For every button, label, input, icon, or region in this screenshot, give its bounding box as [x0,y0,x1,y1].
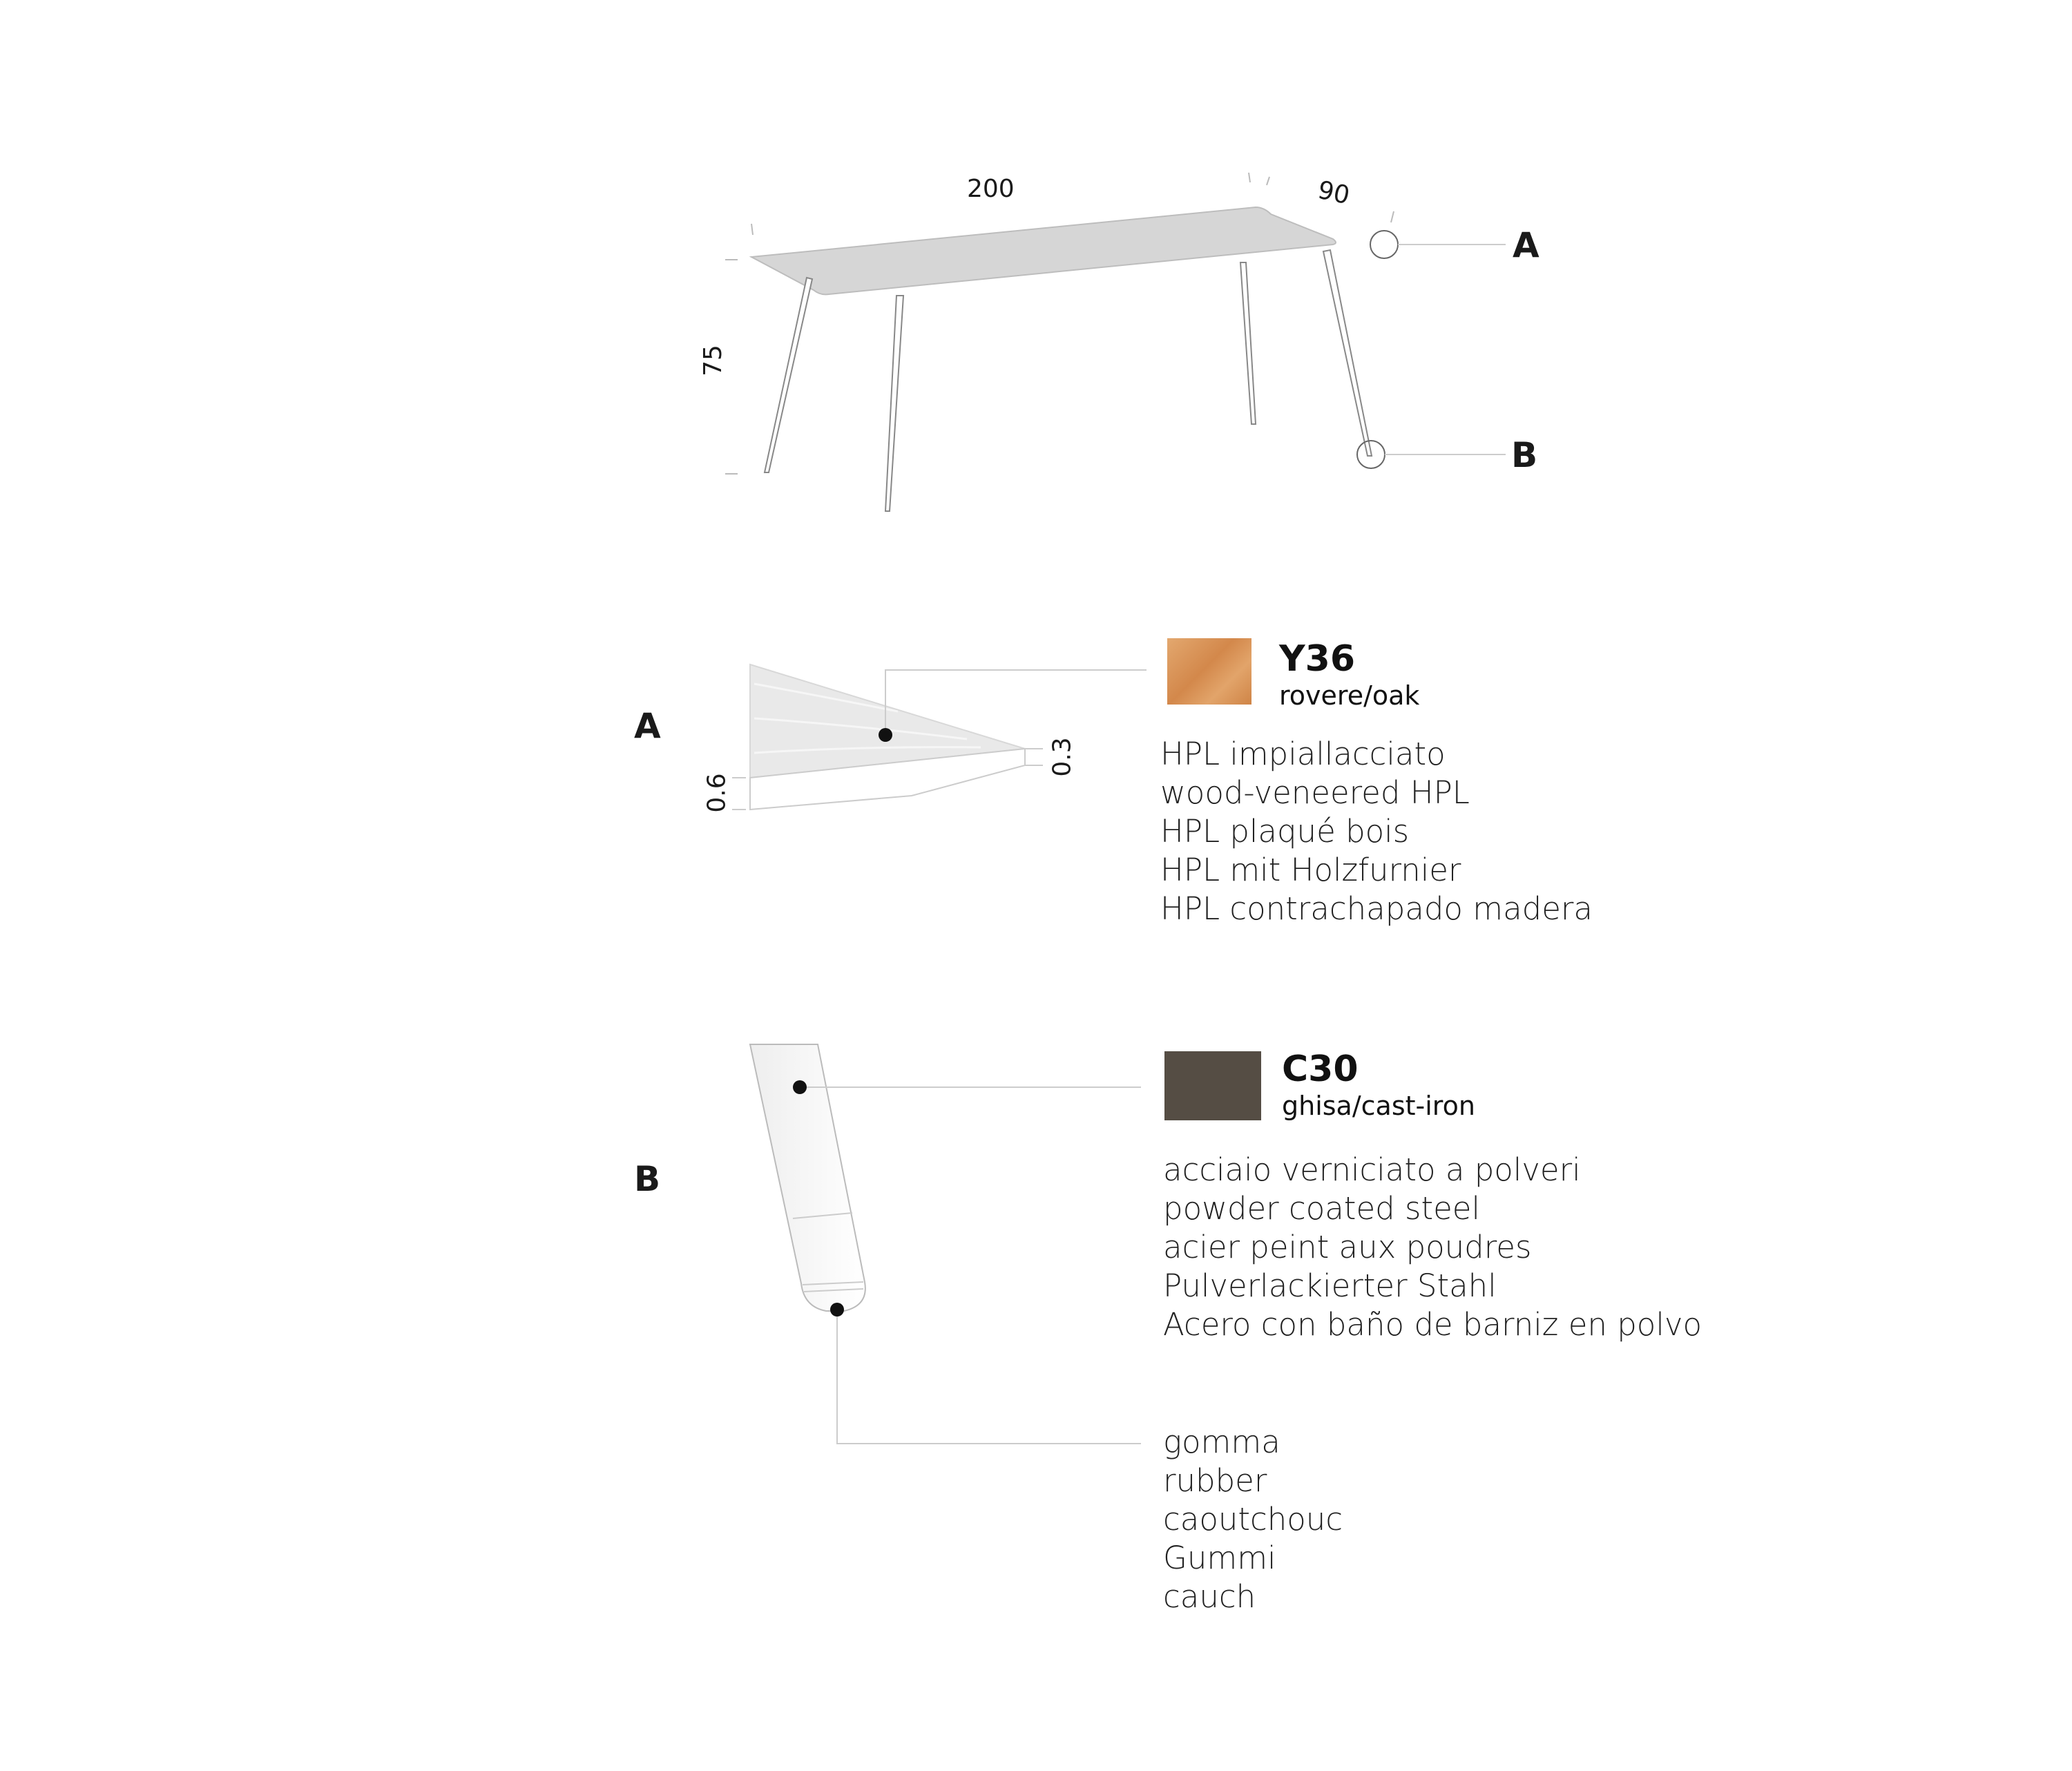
leg-foot-leader [837,1310,1141,1444]
finish-code: Y36 [1279,638,1356,680]
thickness-top: 0.3 [1048,737,1077,777]
dimension-depth: 90 [1315,175,1352,211]
material-item: Gummi [1163,1540,1276,1576]
finish-materials-list [1163,1151,1702,1344]
finish-code: C30 [1282,1049,1359,1090]
dimension-height: 75 [698,345,727,376]
dimension-ticks [725,173,1394,474]
table-leg [1323,250,1372,456]
finish-swatch-y36 [1167,638,1251,705]
material-item: caoutchouc [1163,1501,1343,1538]
material-item: rubber [1163,1462,1267,1499]
detail-b-label: B [634,1159,661,1199]
material-item: wood-veneered HPL [1160,774,1470,811]
table-leg [885,296,903,511]
thickness-bottom: 0.6 [702,773,731,813]
table-leg [1240,262,1256,424]
material-item: Acero con baño de barniz en polvo [1163,1306,1702,1343]
finish-swatch-c30 [1164,1051,1261,1120]
detail-a-label: A [634,706,661,746]
leg-body-dot [793,1080,807,1094]
finish-name: rovere/oak [1279,680,1420,711]
material-item: HPL mit Holzfurnier [1160,852,1461,888]
material-item: HPL contrachapado madera [1160,890,1593,927]
foot-materials-list [1163,1423,1343,1616]
leg-foot-dot [830,1303,844,1317]
material-item: cauch [1163,1578,1256,1615]
table-overview [725,173,1506,511]
material-item: acciaio verniciato a polveri [1163,1151,1581,1188]
detail-b-leg [750,1044,1141,1444]
detail-a-profile [732,664,1147,810]
material-item: Pulverlackierter Stahl [1163,1267,1497,1304]
material-item: acier peint aux poudres [1163,1229,1532,1265]
callout-a-label: A [1513,225,1539,265]
table-leg [765,278,812,472]
material-item: HPL impiallacciato [1160,736,1446,772]
dimension-length: 200 [967,175,1015,203]
material-item: HPL plaqué bois [1160,813,1410,850]
finish-materials-list [1160,735,1593,928]
finish-name: ghisa/cast-iron [1282,1091,1475,1121]
leg-shaft [750,1044,865,1311]
detail-a-dot [879,728,892,742]
material-item: powder coated steel [1163,1190,1480,1227]
callout-a-circle [1370,231,1398,258]
material-item: gomma [1163,1424,1280,1460]
callout-b-label: B [1511,435,1538,475]
table-top [751,207,1336,294]
